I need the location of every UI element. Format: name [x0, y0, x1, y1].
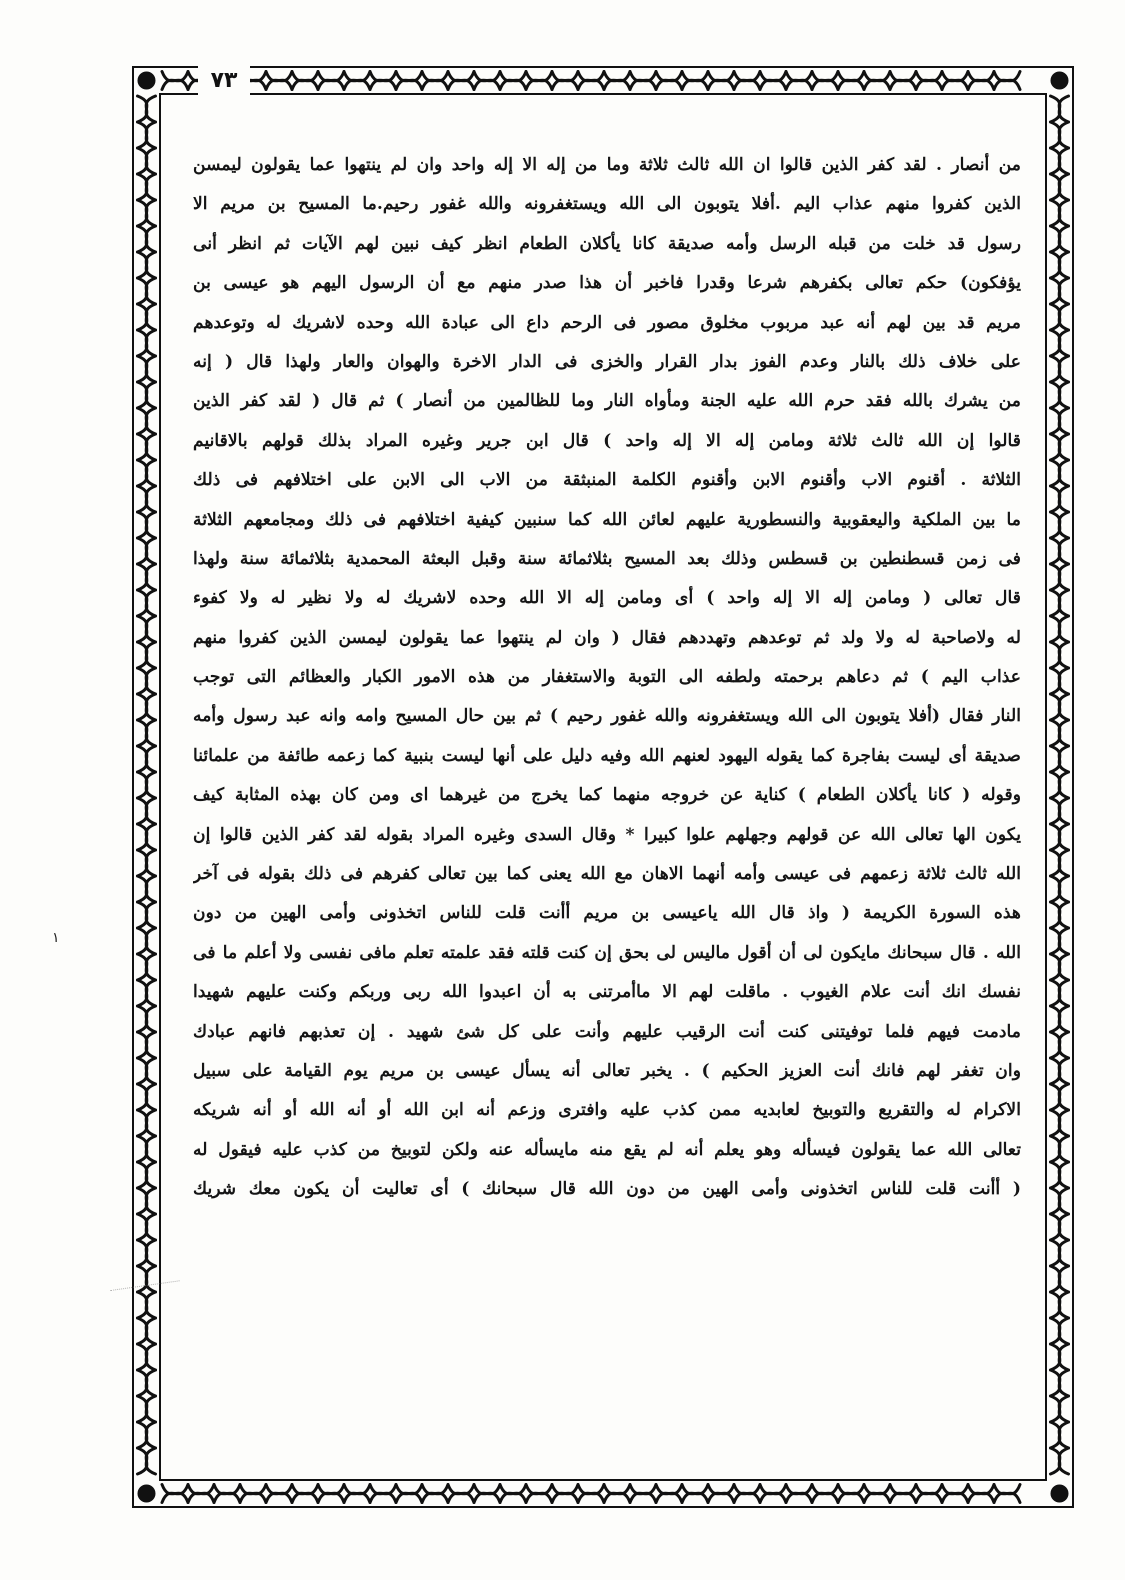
chain-link [138, 538, 156, 564]
chain-link [890, 1485, 916, 1503]
chain-link [1051, 1136, 1069, 1162]
chain-link [138, 278, 156, 304]
text-line: الثلاثة . أقنوم الاب وأقنوم الابن وأقنوم الكلمة المنبثقة من الاب الى الابن على اختلافهم فى ذلك [193, 470, 1021, 491]
chain-link [812, 1485, 838, 1503]
text-line: رسول قد خلت من قبله الرسل وأمه صديقة كانا يأكلان الطعام انظر كيف نبين لهم الآيات ثم انظر أنى [193, 233, 1021, 254]
chain-link [552, 72, 578, 90]
chain-link [1051, 798, 1069, 824]
text-line: ( أأنت قلت للناس اتخذونى وأمى الهين من دون الله قال سبحانك ) أى تعاليت أن يكون معك شريك [193, 1179, 1021, 1200]
chain-link [604, 1485, 630, 1503]
chain-link [138, 746, 156, 772]
chain-link [1051, 122, 1069, 148]
chain-link [1051, 148, 1069, 174]
text-line: الذين كفروا منهم عذاب اليم .أفلا يتوبون الى الله ويستغفرونه والله غفور رحيم.ما المسيح بن مريم الا [193, 194, 1021, 215]
chain-link [138, 148, 156, 174]
chain-link [1051, 1006, 1069, 1032]
chain-link [474, 72, 500, 90]
chain-link [138, 1422, 156, 1448]
chain-link [1051, 720, 1069, 746]
text-line: مادمت فيهم فلما توفيتنى كنت أنت الرقيب عليهم وأنت على كل شئ شهيد . إن تعذبهم فانهم عبادك [193, 1021, 1021, 1042]
chain-link [318, 1485, 344, 1503]
chain-link [138, 330, 156, 356]
chain-link [1051, 1188, 1069, 1214]
chain-link [1051, 1240, 1069, 1266]
chain-link [138, 1370, 156, 1396]
chain-link [1051, 512, 1069, 538]
chain-link [138, 1162, 156, 1188]
chain-link [188, 1485, 214, 1503]
chain-link [968, 72, 994, 90]
chain-link [1051, 96, 1069, 122]
text-line: الله . قال سبحانك مايكون لى أن أقول ماليس لى بحق إن كنت قلته فقد علمته تعلم مافى نفسى ولا أعلم ما فى [193, 942, 1021, 963]
chain-link [344, 72, 370, 90]
chain-link [138, 1136, 156, 1162]
chain-link [890, 72, 916, 90]
chain-link [138, 460, 156, 486]
chain-link [138, 642, 156, 668]
chain-link [1051, 876, 1069, 902]
chain-link [1051, 902, 1069, 928]
chain-link [138, 512, 156, 538]
chain-link [630, 1485, 656, 1503]
chain-link [1051, 850, 1069, 876]
chain-link [138, 122, 156, 148]
text-line: له ولاصاحبة له ولا ولد ثم توعدهم وتهددهم فقال ( وان لم ينتهوا عما يقولون ليمسن الذين كفروا منهم [193, 627, 1021, 648]
chain-link [786, 1485, 812, 1503]
chain-link [138, 850, 156, 876]
chain-link [138, 824, 156, 850]
corner-knot [1051, 72, 1069, 90]
chain-link [1051, 1058, 1069, 1084]
text-line: وان تغفر لهم فانك أنت العزيز الحكيم ) . يخبر تعالى أنه يسأل عيسى بن مريم يوم القيامة على سبيل [193, 1060, 1021, 1081]
chain-link [162, 1485, 188, 1503]
chain-link [138, 1188, 156, 1214]
chain-link [656, 1485, 682, 1503]
text-line: على خلاف ذلك بالنار وعدم الفوز بدار القرار والخزى فى الدار الاخرة والهوان والعار ولهذا قال ( إنه [193, 351, 1021, 372]
chain-link [138, 928, 156, 954]
chain-link [138, 408, 156, 434]
chain-link [1051, 434, 1069, 460]
chain-link [1051, 1344, 1069, 1370]
chain-link [942, 72, 968, 90]
chain-link [138, 1448, 156, 1474]
chain-link [448, 1485, 474, 1503]
chain-link [138, 694, 156, 720]
chain-link [138, 226, 156, 252]
chain-link [1051, 1032, 1069, 1058]
text-line: قالوا إن الله ثالث ثلاثة ومامن إله الا إله واحد ) قال ابن جرير وغيره المراد بذلك قولهم بالاقانيم [193, 430, 1021, 451]
text-line: نفسك انك أنت علام الغيوب . ماقلت لهم الا ماأمرتنى به أن اعبدوا الله ربى وربكم وكنت عليهم شهيدا [193, 982, 1021, 1003]
chain-link [1051, 1084, 1069, 1110]
chain-link [266, 72, 292, 90]
chain-link [864, 1485, 890, 1503]
chain-link [138, 616, 156, 642]
chain-link [138, 356, 156, 382]
chain-link [1051, 252, 1069, 278]
chain-link [1051, 1396, 1069, 1422]
chain-link [708, 1485, 734, 1503]
chain-link [734, 1485, 760, 1503]
chain-link [138, 1318, 156, 1344]
chain-link [1051, 954, 1069, 980]
chain-link [1051, 642, 1069, 668]
chain-link [396, 72, 422, 90]
text-line: من يشرك بالله فقد حرم الله عليه الجنة ومأواه النار وما للظالمين من أنصار ) ثم قال ( لقد كفر الذين [193, 391, 1021, 412]
chain-link [138, 1240, 156, 1266]
chain-link [318, 72, 344, 90]
margin-mark: ١ [52, 930, 60, 946]
chain-link [708, 72, 734, 90]
chain-link [138, 1032, 156, 1058]
chain-link [138, 876, 156, 902]
chain-link [138, 1214, 156, 1240]
chain-link [1051, 668, 1069, 694]
chain-link [1051, 486, 1069, 512]
chain-link [292, 72, 318, 90]
chain-link [1051, 1266, 1069, 1292]
chain-link [138, 1344, 156, 1370]
page-number: ٧٣ [198, 66, 250, 96]
chain-link [1051, 382, 1069, 408]
chain-link [138, 798, 156, 824]
text-line: عذاب اليم ) ثم دعاهم برحمته ولطفه الى التوبة والاستغفار من هذه الامور الكبار والعظائم التى توجب [193, 667, 1021, 688]
corner-knot [138, 72, 156, 90]
chain-link [604, 72, 630, 90]
chain-link [1051, 1448, 1069, 1474]
chain-link [1051, 1292, 1069, 1318]
chain-link [138, 980, 156, 1006]
chain-link [682, 72, 708, 90]
chain-link [138, 434, 156, 460]
chain-link [138, 200, 156, 226]
chain-link [1051, 408, 1069, 434]
chain-link [370, 72, 396, 90]
chain-link [138, 954, 156, 980]
chain-link [1051, 356, 1069, 382]
chain-link [1051, 564, 1069, 590]
chain-link [138, 174, 156, 200]
corner-knot [138, 1485, 156, 1503]
chain-link [1051, 616, 1069, 642]
chain-link [1051, 278, 1069, 304]
text-line: فى زمن قسطنطين بن قسطس وذلك بعد المسيح بثلاثمائة سنة وقبل البعثة المحمدية بثلاثمائة سنة ولهذا [193, 548, 1021, 569]
chain-link [968, 1485, 994, 1503]
chain-link [1051, 1110, 1069, 1136]
chain-link [138, 1110, 156, 1136]
text-line: صديقة أى ليست بفاجرة كما يقوله اليهود لعنهم الله وفيه دليل على أنها ليست بنبية كما زعمه طائفة من علمائنا [193, 745, 1021, 766]
chain-link [1051, 928, 1069, 954]
corner-knot [1051, 1485, 1069, 1503]
chain-link [138, 1396, 156, 1422]
chain-link [138, 1006, 156, 1032]
text-line: وقوله ( كانا يأكلان الطعام ) كناية عن خروجه منهما كما يخرج من غيرهما اى ومن كان بهذه المثابة كيف [193, 785, 1021, 806]
chain-link [138, 902, 156, 928]
text-line: ما بين الملكية واليعقوبية والنسطورية عليهم لعائن الله كما سنبين كيفية اختلافهم فى ذلك ومجامعهم الثلاثة [193, 509, 1021, 530]
chain-link [760, 72, 786, 90]
chain-link [942, 1485, 968, 1503]
chain-link [1051, 590, 1069, 616]
chain-link [214, 1485, 240, 1503]
chain-link [138, 96, 156, 122]
chain-link [1051, 824, 1069, 850]
chain-link [422, 72, 448, 90]
chain-link [1051, 304, 1069, 330]
chain-link [760, 1485, 786, 1503]
chain-link [838, 72, 864, 90]
chain-link [500, 72, 526, 90]
chain-link [138, 252, 156, 278]
chain-link [474, 1485, 500, 1503]
chain-link [526, 1485, 552, 1503]
chain-link [1051, 1370, 1069, 1396]
arabic-text-body [193, 146, 1021, 1210]
chain-link [1051, 1318, 1069, 1344]
chain-link [240, 1485, 266, 1503]
chain-link [138, 486, 156, 512]
text-line: من أنصار . لقد كفر الذين قالوا ان الله ثالث ثلاثة وما من إله الا إله واحد وان لم ينتهوا عما يقولون ليمسن [193, 155, 1021, 175]
text-line: تعالى الله عما يقولون فيسأله وهو يعلم أنه لم يقع منه مايسأله عنه ولكن لتوبيخ من كذب عليه فيقول له [193, 1139, 1021, 1160]
chain-link [1051, 1162, 1069, 1188]
chain-link [266, 1485, 292, 1503]
chain-link [138, 668, 156, 694]
chain-link [994, 1485, 1020, 1503]
chain-link [1051, 330, 1069, 356]
chain-link [1051, 174, 1069, 200]
chain-link [812, 72, 838, 90]
chain-link [138, 720, 156, 746]
chain-link [1051, 460, 1069, 486]
chain-link [1051, 1422, 1069, 1448]
chain-link [500, 1485, 526, 1503]
chain-link [786, 72, 812, 90]
text-line: يؤفكون) حكم تعالى بكفرهم شرعا وقدرا فاخبر أن هذا صدر منهم مع أن الرسول اليهم هو عيسى بن [193, 273, 1021, 294]
chain-link [656, 72, 682, 90]
chain-link [162, 72, 188, 90]
text-line: الله ثالث ثلاثة زعمهم فى عيسى وأمه أنهما الاهان مع الله يعنى كما بين تعالى كفرهم فى ذلك بقوله فى آخر [193, 864, 1021, 885]
chain-link [138, 590, 156, 616]
chain-link [916, 72, 942, 90]
chain-link [734, 72, 760, 90]
chain-link [864, 72, 890, 90]
chain-link [448, 72, 474, 90]
chain-link [526, 72, 552, 90]
chain-link [1051, 694, 1069, 720]
chain-link [1051, 226, 1069, 252]
text-line: مريم قد بين لهم أنه عبد مربوب مخلوق مصور فى الرحم داع الى عبادة الله وحده لاشريك له وتوعدهم [193, 312, 1021, 333]
chain-link [1051, 538, 1069, 564]
chain-link [1051, 980, 1069, 1006]
chain-link [1051, 1214, 1069, 1240]
chain-link [138, 382, 156, 408]
chain-link [344, 1485, 370, 1503]
text-line: هذه السورة الكريمة ( واذ قال الله ياعيسى بن مريم أأنت قلت للناس اتخذونى وأمى الهين من دون [193, 903, 1021, 924]
text-line: يكون الها تعالى الله عن قولهم وجهلهم علوا كبيرا * وقال السدى وغيره المراد بقوله لقد كفر الذين قالوا إن [193, 824, 1021, 845]
chain-link [138, 564, 156, 590]
chain-link [1051, 746, 1069, 772]
chain-link [552, 1485, 578, 1503]
chain-link [838, 1485, 864, 1503]
text-line: قال تعالى ( ومامن إله الا إله واحد ) أى ومامن إله الا الله وحده لاشريك له ولا نظير له ولا كفوء [193, 588, 1021, 609]
chain-link [292, 1485, 318, 1503]
chain-link [1051, 772, 1069, 798]
chain-link [630, 72, 656, 90]
chain-link [578, 72, 604, 90]
chain-link [916, 1485, 942, 1503]
chain-link [370, 1485, 396, 1503]
chain-link [578, 1485, 604, 1503]
text-line: الاكرام له والتقريع والتوبيخ لعابديه ممن كذب عليه وافترى وزعم أنه ابن الله أو أنه الله أو أنه شريكه [193, 1100, 1021, 1121]
chain-link [396, 1485, 422, 1503]
chain-link [1051, 200, 1069, 226]
chain-link [138, 1058, 156, 1084]
chain-link [138, 304, 156, 330]
text-line: النار فقال (أفلا يتوبون الى الله ويستغفرونه والله غفور رحيم ) ثم بين حال المسيح وامه وانه عبد رسول وأمه [193, 706, 1021, 727]
chain-link [422, 1485, 448, 1503]
chain-link [138, 772, 156, 798]
chain-link [994, 72, 1020, 90]
chain-link [138, 1084, 156, 1110]
chain-link [682, 1485, 708, 1503]
